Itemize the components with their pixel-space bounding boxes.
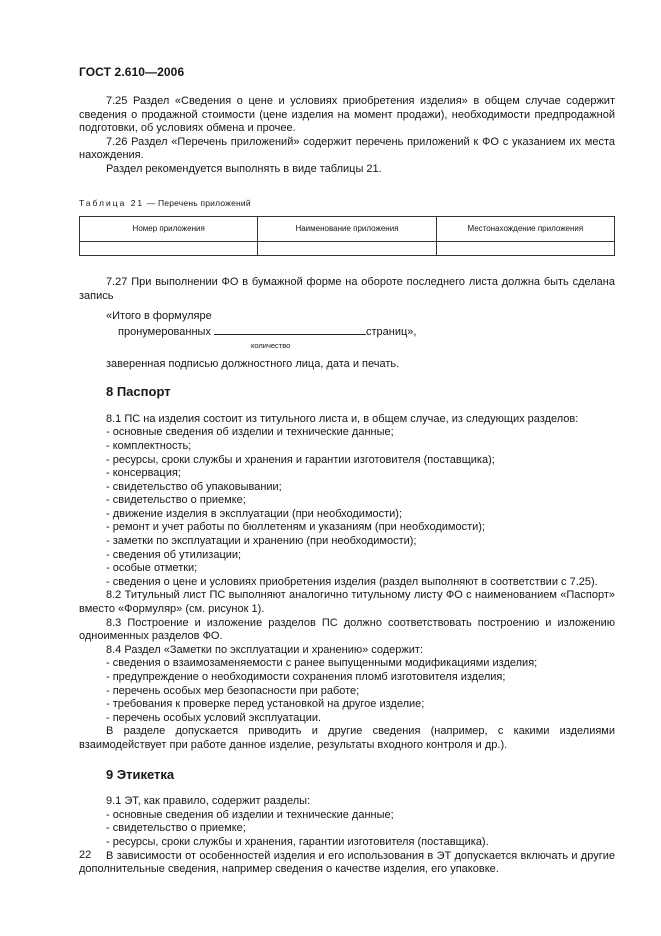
list-item: - ресурсы, сроки службы и хранения и гарантии изготовителя (поставщика); <box>106 453 495 466</box>
list-8-1 <box>79 426 615 589</box>
table-21-caption <box>79 197 615 211</box>
paragraph-7-27-note: заверенная подписью должностного лица, дата и печать. <box>106 357 400 370</box>
body-text <box>79 95 615 877</box>
list-item: - консервация; <box>106 467 181 480</box>
list-item: - свидетельство о приемке; <box>106 494 246 507</box>
list-item: - сведения о взаимозаменяемости с ранее выпущенными модификациями изделия; <box>106 657 538 670</box>
paragraph-8-1: 8.1 ПС на изделия состоит из титульного листа и, в общем случае, из следующих разделов: <box>106 412 579 425</box>
header-cell-name: Наименование приложения <box>258 217 436 242</box>
list-item: - сведения о цене и условиях приобретения изделия (раздел выполняют в соответствии с 7.25). <box>106 575 598 588</box>
table-21 <box>79 216 615 256</box>
document-header: ГОСТ 2.610—2006 <box>79 65 185 79</box>
record-line-2-start: пронумерованных <box>118 325 215 338</box>
list-8-4 <box>79 657 615 725</box>
record-line-1: «Итого в формуляре <box>106 310 212 323</box>
table-cell <box>258 242 436 256</box>
list-9-1 <box>79 809 615 850</box>
record-blank-line <box>214 324 366 335</box>
list-item: - свидетельство об упаковывании; <box>106 480 282 493</box>
paragraph-7-27: 7.27 При выполнении ФО в бумажной форме на обороте последнего листа должна быть сделана запись <box>79 276 615 302</box>
list-item: - ресурсы, сроки службы и хранения, гарантии изготовителя (поставщика). <box>106 835 489 848</box>
paragraph-7-25: 7.25 Раздел «Сведения о цене и условиях приобретения изделия» в общем случае содержит сведения о продажной стоимости (цене изделия на момент продажи), необходимости предпродажной подготовки, об условиях обмена и прочее. <box>79 95 615 135</box>
list-item: - ремонт и учет работы по бюллетеням и указаниям (при необходимости); <box>106 521 485 534</box>
list-item: - основные сведения об изделии и технические данные; <box>106 808 394 821</box>
paragraph-7-26-note: Раздел рекомендуется выполнять в виде таблицы 21. <box>106 162 382 175</box>
list-item: - основные сведения об изделии и технические данные; <box>106 426 394 439</box>
list-item: - заметки по эксплуатации и хранению (при необходимости); <box>106 535 417 548</box>
list-item: - особые отметки; <box>106 562 198 575</box>
list-item: - перечень особых условий эксплуатации. <box>106 711 322 724</box>
list-item: - свидетельство о приемке; <box>106 822 246 835</box>
paragraph-8-3: 8.3 Построение и изложение разделов ПС должно соответствовать построению и изложению одноименных разделов ФО. <box>79 616 615 643</box>
page-number: 22 <box>79 849 92 861</box>
list-item: - комплектность; <box>106 439 192 452</box>
paragraph-8-4: 8.4 Раздел «Заметки по эксплуатации и хранению» содержит: <box>106 643 424 656</box>
table-cell <box>80 242 258 256</box>
record-line-2 <box>79 324 615 340</box>
paragraph-8-4-note: В разделе допускается приводить и другие сведения (например, с какими изделиями взаимодействует при работе данное изделие, результаты входного контроля и др.). <box>79 725 615 751</box>
paragraph-7-26: 7.26 Раздел «Перечень приложений» содержит перечень приложений к ФО с указанием их места нахождения. <box>79 135 615 162</box>
section-8-title: 8 Паспорт <box>106 384 171 400</box>
header-cell-number: Номер приложения <box>80 217 258 242</box>
paragraph-9-1: 9.1 ЭТ, как правило, содержит разделы: <box>106 795 311 808</box>
table-row <box>80 242 615 256</box>
section-9-title: 9 Этикетка <box>106 766 175 782</box>
header-cell-location: Местонахождение приложения <box>436 217 614 242</box>
list-item: - движение изделия в эксплуатации (при необходимости); <box>106 507 403 520</box>
table-21-label: Таблица 21 <box>79 197 145 208</box>
paragraph-8-2: 8.2 Титульный лист ПС выполняют аналогично титульному листу ФО с наименованием «Паспорт» вместо «Формуляр» (см. рисунок 1). <box>79 589 615 616</box>
list-item: - предупреждение о необходимости сохранения пломб изготовителя изделия; <box>106 671 506 683</box>
paragraph-9-1-note: В зависимости от особенностей изделия и его использования в ЭТ допускается включать и другие дополнительные сведения, например сведения о качестве изделия, его упаковке. <box>79 849 615 876</box>
list-item: - перечень особых мер безопасности при работе; <box>106 684 360 697</box>
table-cell <box>436 242 614 256</box>
record-under-caption: количество <box>251 340 291 350</box>
list-item: - сведения об утилизации; <box>106 548 242 561</box>
table-21-title: — Перечень приложений <box>144 197 251 208</box>
table-header-row <box>80 217 615 242</box>
list-item: - требования к проверке перед установкой на другое изделие; <box>106 698 425 711</box>
record-line-2-end: страниц», <box>366 325 417 338</box>
